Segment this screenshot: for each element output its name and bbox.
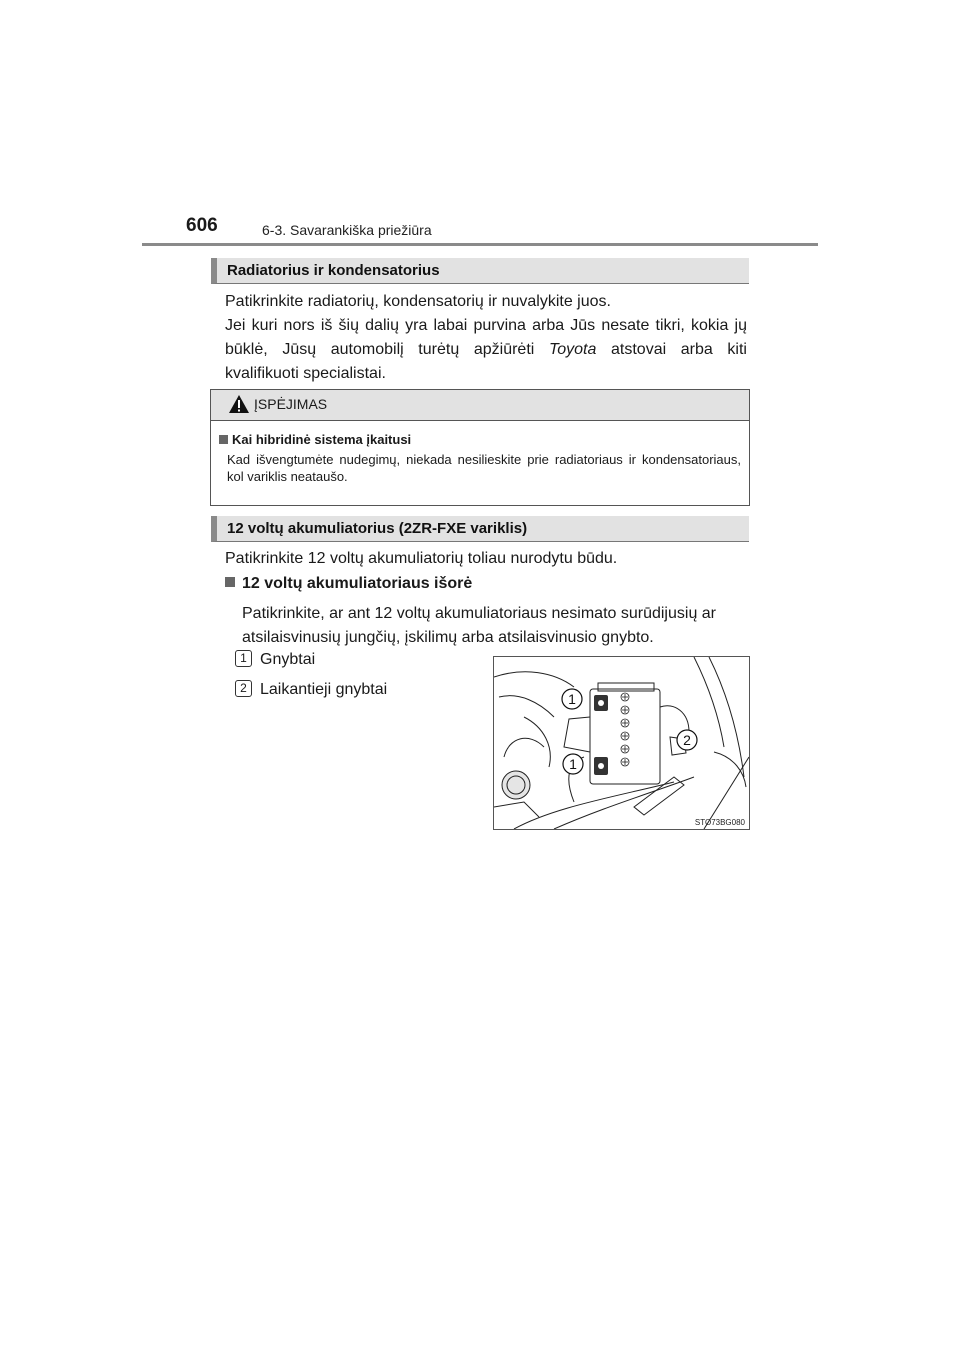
warning-header (211, 390, 749, 421)
battery-illustration (493, 656, 750, 830)
legend-label: Laikantieji gnybtai (260, 681, 388, 698)
radiator-paragraph (225, 290, 747, 386)
square-bullet-icon (219, 435, 228, 444)
battery-intro: Patikrinkite 12 voltų akumuliatorių toliau nurodytu būdu. (225, 550, 618, 567)
warning-body (211, 421, 749, 485)
legend-number: 2 (235, 680, 252, 697)
page-number: 606 (186, 215, 218, 236)
callout-number: 1 (568, 691, 576, 707)
legend-number: 1 (235, 650, 252, 667)
warning-box (210, 389, 750, 506)
legend-item-2 (235, 680, 387, 699)
battery-subheading (225, 575, 472, 593)
square-bullet-icon (225, 577, 235, 587)
battery-subheading-text: 12 voltų akumuliatoriaus išorė (242, 575, 473, 592)
warning-triangle-icon (228, 394, 250, 414)
battery-heading: 12 voltų akumuliatorius (2ZR-FXE variklis) (211, 516, 749, 542)
warning-subheading-text: Kai hibridinė sistema įkaitusi (232, 432, 412, 447)
figure-code: STO73BG080 (694, 818, 745, 827)
radiator-heading: Radiatorius ir kondensatorius (211, 258, 749, 284)
legend-item-1 (235, 650, 315, 669)
radiator-line-4: kvalifikuoti specialistai. (225, 365, 386, 382)
legend-label: Gnybtai (260, 651, 316, 668)
brand-name: Toyota (548, 341, 597, 358)
radiator-line-3-pre: būklė, Jūsų automobilį turėtų apžiūrėti (225, 341, 535, 358)
section-title: 6-3. Savarankiška priežiūra (262, 222, 432, 238)
warning-label: ĮSPĖJIMAS (254, 396, 328, 412)
callout-1-top (560, 687, 584, 711)
radiator-line-3-post: atstovai arba kiti (611, 341, 747, 358)
callout-1-bottom (561, 752, 585, 776)
header-rule (142, 243, 818, 246)
callout-number: 2 (683, 732, 691, 748)
warning-subheading (219, 431, 741, 448)
engine-bay-drawing (494, 657, 749, 829)
callout-number: 1 (569, 756, 577, 772)
radiator-line-2: Jei kuri nors iš šių dalių yra labai purvina arba Jūs nesate tikri, kokia jų (225, 317, 747, 334)
battery-text: Patikrinkite, ar ant 12 voltų akumuliatoriaus nesimato surūdijusių ar atsilaisvinusių jungčių, įskilimų arba atsilaisvinusio gnybto. (242, 605, 717, 646)
radiator-line-1: Patikrinkite radiatorių, kondensatorių ir nuvalykite juos. (225, 293, 611, 310)
warning-text: Kad išvengtumėte nudegimų, niekada nesilieskite prie radiatoriaus ir kondensatoriaus, kol variklis neataušo. (227, 452, 741, 484)
radiator-line-3 (225, 338, 747, 362)
callout-2 (675, 728, 699, 752)
